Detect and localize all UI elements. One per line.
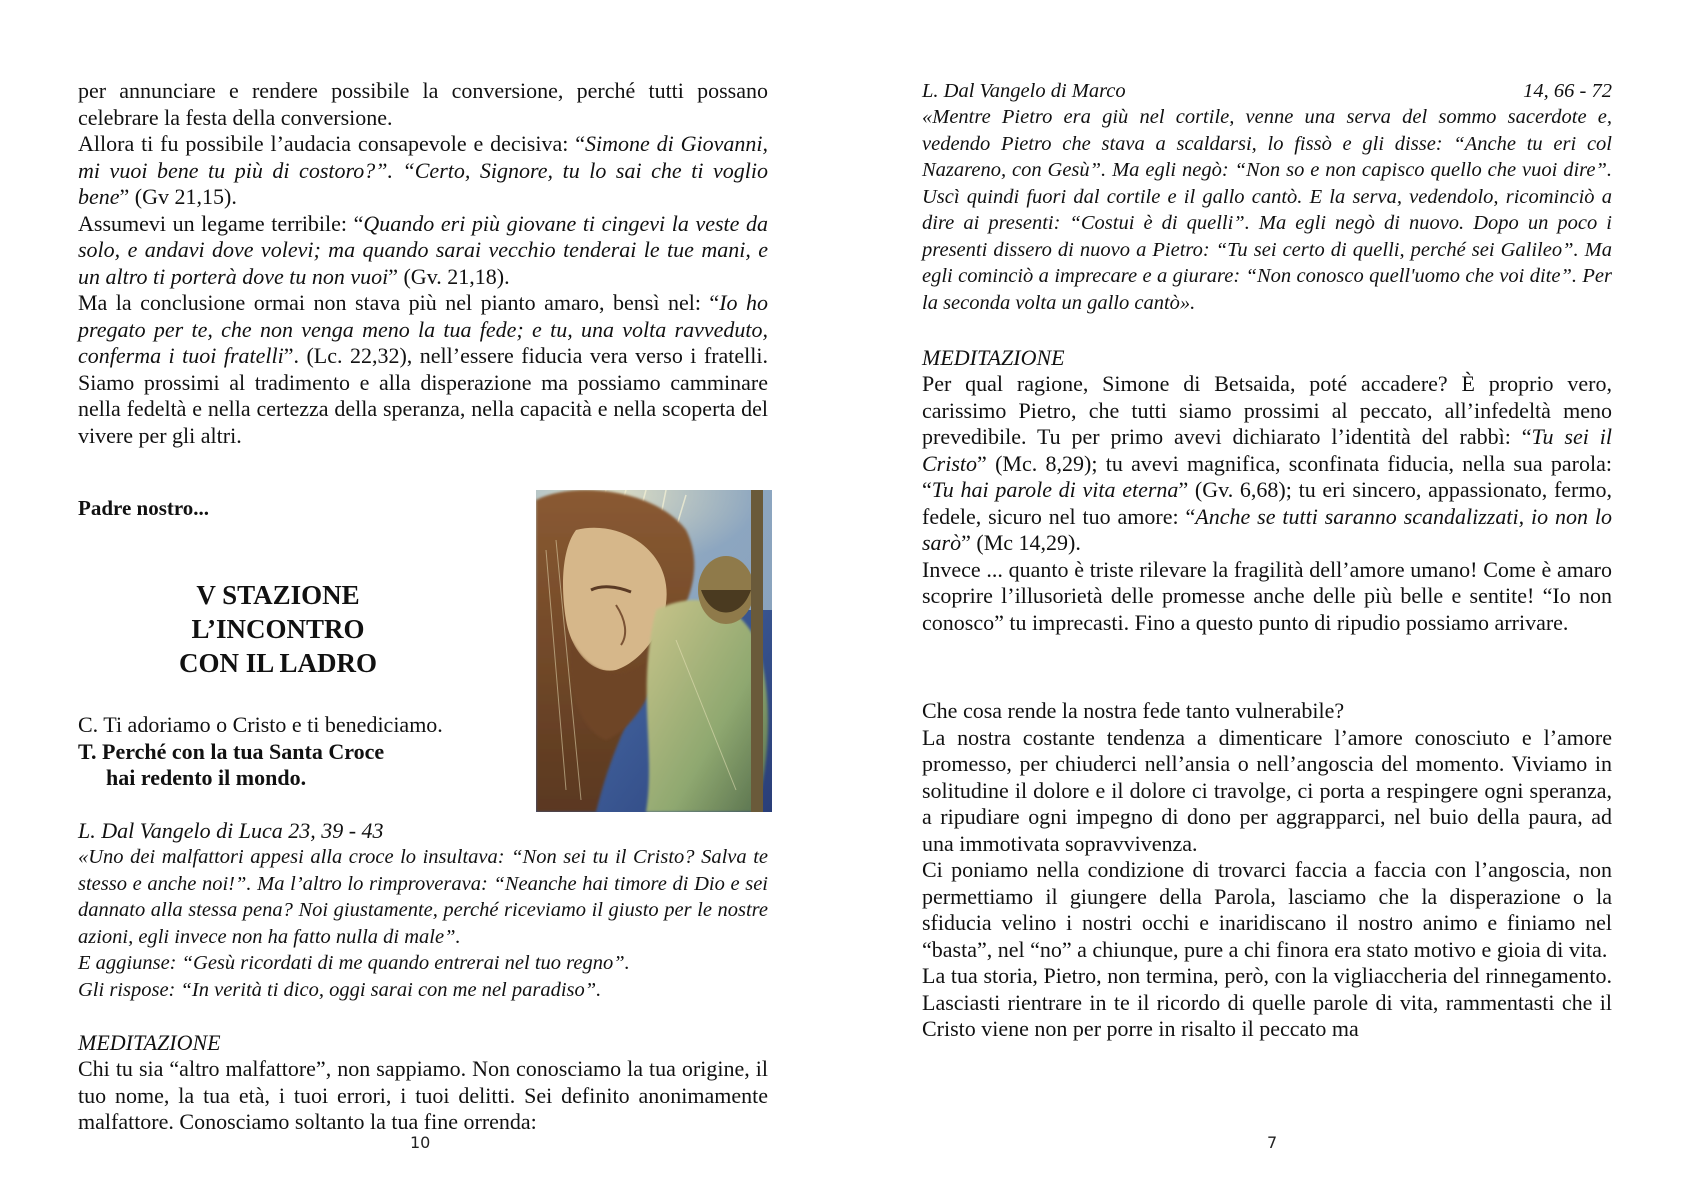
text-run: ”. (Lc. 22,32), nell’essere fiducia vera verso i fratelli. Siamo prossimi al tradimento e alla disperazione ma possiamo camminare nella fedeltà e nella certezza della speranza, nella capacità e nella scoperta del vivere per gli altri. [78,343,768,448]
text-run: ” (Mc 14,29). [961,530,1081,555]
reading-line-1: «Uno dei malfattori appesi alla croce lo insultava: “Non sei tu il Cristo? Salva te stesso e anche noi!”. Ma l’altro lo rimproverava: “Neanche hai timore di Dio e sei dannato alla stessa pena? Noi giustamente, perché riceviamo il giusto per le nostre azioni, egli invece non ha fatto nulla di male”. [78,846,768,948]
paragraph-b-1: La nostra costante tendenza a dimenticare l’amore conosciuto e l’amore promesso, per chiuderci nell’ansia o nell’angoscia del momento. Viviamo in solitudine il dolore e il dolore ci travolge, ci porta a respingere ogni speranza, a ripudiare ogni impegno di dono per aggrapparci, nel buio della paura, ad una immotivata sopravvivenza. [922,724,1612,856]
right-page [922,0,1612,1191]
people-line-1: T. Perché con la tua Santa Croce [78,738,385,764]
paragraph [78,78,768,131]
intro-text [78,78,768,449]
reading-source: L. Dal Vangelo di Marco [922,80,1126,102]
page-number-left: 10 [410,1133,431,1152]
meditation-text: Chi tu sia “altro malfattore”, non sappiamo. Non conosciamo la tua origine, il tuo nome, la tua età, i tuoi errori, i tuoi delitti. Sei definito anonimamente malfattore. Conosciamo soltanto la tua fine orrenda: [78,1056,768,1134]
quoted-text: Simone di Giovanni, mi vuoi bene tu più di costoro?”. “Certo, Signore, tu lo sai che ti voglio bene [78,131,768,209]
text-run: ” (Gv. 6,68); tu eri sincero, appassionato, fermo, fedele, sicuro nel tuo amore: “ [922,477,1612,529]
responsory [78,712,498,792]
text-run: Invece ... quanto è triste rilevare la fragilità dell’amore umano! Come è amaro scoprire l’illusorietà delle promesse anche delle più belle e sentite! “Io non conosco” tu imprecasti. Fino a questo punto di ripudio possiamo arrivare. [922,556,1612,635]
quoted-text: Quando eri più giovane ti cingevi la veste da solo, e andavi dove volevi; ma quando sarai vecchio tenderai le tue mani, e un altro ti porterà dove tu non vuoi [78,210,769,289]
paragraph [78,290,768,449]
page-number-right: 7 [1267,1133,1278,1152]
station-title [78,578,478,680]
meditation-right [922,345,1612,636]
reading-heading [922,78,1612,104]
text-run: Assumevi un legame terribile: “ [78,210,364,236]
reading-heading: L. Dal Vangelo di Luca 23, 39 - 43 [78,818,384,843]
paragraph-b-2: Ci poniamo nella condizione di trovarci faccia a faccia con l’angoscia, non permettiamo il giungere della Parola, lasciamo che la disperazione o la sfiducia velino i nostri occhi e inaridiscano il nostro animo e finiamo nel “basta”, nel “no” a chiunque, pure a chi finora era stato motivo e gioia di vita. [922,857,1612,962]
text-run: Allora ti fu possibile l’audacia consapevole e decisiva: “ [78,131,585,156]
station-subtitle-2: CON IL LADRO [178,648,378,678]
text-run: ” (Gv. 21,18). [388,263,510,289]
meditation-left [78,1030,768,1136]
gospel-reading-mark [922,78,1612,316]
text-run: Ma la conclusione ormai non stava più nel pianto amaro, bensì nel: “ [78,290,720,315]
meditation-title: MEDITAZIONE [922,345,1065,370]
meditation-continued [922,698,1612,1043]
padre-nostro: Padre nostro... [78,496,210,520]
paragraph [922,557,1612,637]
reading-text: «Mentre Pietro era giù nel cortile, venne una serva del sommo sacerdote e, vedendo Pietro che stava a scaldarsi, lo fissò e gli disse: “Anche tu eri col Nazareno, con Gesù”. Ma egli negò: “Non so e non capisco quello che vuoi dire”. Uscì quindi fuori dal cortile e il gallo cantò. E la serva, vedendolo, ricominciò a dire ai presenti: “Costui è di quelli”. Ma egli negò di nuovo. Dopo un poco i presenti dissero di nuovo a Pietro: “Tu sei certo di quelli, perché sei Galileo”. Ma egli cominciò a imprecare e a giurare: “Non conosco quell'uomo che voi dite”. Per la seconda volta un gallo cantò». [922,106,1612,314]
reading-line-2: E aggiunse: “Gesù ricordati di me quando entrerai nel tuo regno”. [78,952,630,974]
people-line-2: hai redento il mondo. [106,765,307,790]
paragraph [78,131,768,211]
question-line: Che cosa rende la nostra fede tanto vulnerabile? [922,698,1345,723]
celebrant-line: C. Ti adoriamo o Cristo e ti benediciamo. [78,712,443,737]
illustration-drawing [536,490,772,812]
paragraph [922,371,1612,557]
left-page [78,0,768,1191]
quoted-text: Tu hai parole di vita eterna [931,477,1179,502]
gospel-reading-luke [78,818,768,1003]
paragraph [78,211,768,291]
text-run: Per qual ragione, Simone di Betsaida, poté accadere? È proprio vero, carissimo Pietro, che tutti siamo prossimi al peccato, all’infedeltà meno prevedibile. Tu per primo avevi dichiarato l’identità del rabbì: “ [922,371,1612,449]
christ-and-thief-illustration [536,490,772,812]
reading-reference: 14, 66 - 72 [1523,80,1612,102]
reading-line-3: Gli rispose: “In verità ti dico, oggi sarai con me nel paradiso”. [78,978,602,1001]
text-run: per annunciare e rendere possibile la conversione, perché tutti possano celebrare la festa della conversione. [78,78,768,130]
text-run: ” (Gv 21,15). [119,184,237,209]
station-number: V STAZIONE [196,580,360,610]
meditation-title: MEDITAZIONE [78,1030,221,1055]
quoted-text: Io ho pregato per te, che non venga meno la tua fede; e tu, una volta ravveduto, conferma i tuoi fratelli [78,290,768,368]
quoted-text: Tu sei il Cristo [922,424,1612,476]
paragraph-b-3: La tua storia, Pietro, non termina, però, con la vigliaccheria del rinnegamento. Lasciasti rientrare in te il ricordo di quelle parole di vita, rammentasti che il Cristo viene non per porre in risalto il peccato ma [922,963,1612,1041]
meditation-paragraphs-a [922,371,1612,636]
station-subtitle-1: L’INCONTRO [191,614,365,644]
quoted-text: Anche se tutti saranno scandalizzati, io non lo sarò [922,503,1612,555]
text-run: ” (Mc. 8,29); tu avevi magnifica, sconfinata fiducia, nella sua parola: “ [922,450,1612,502]
